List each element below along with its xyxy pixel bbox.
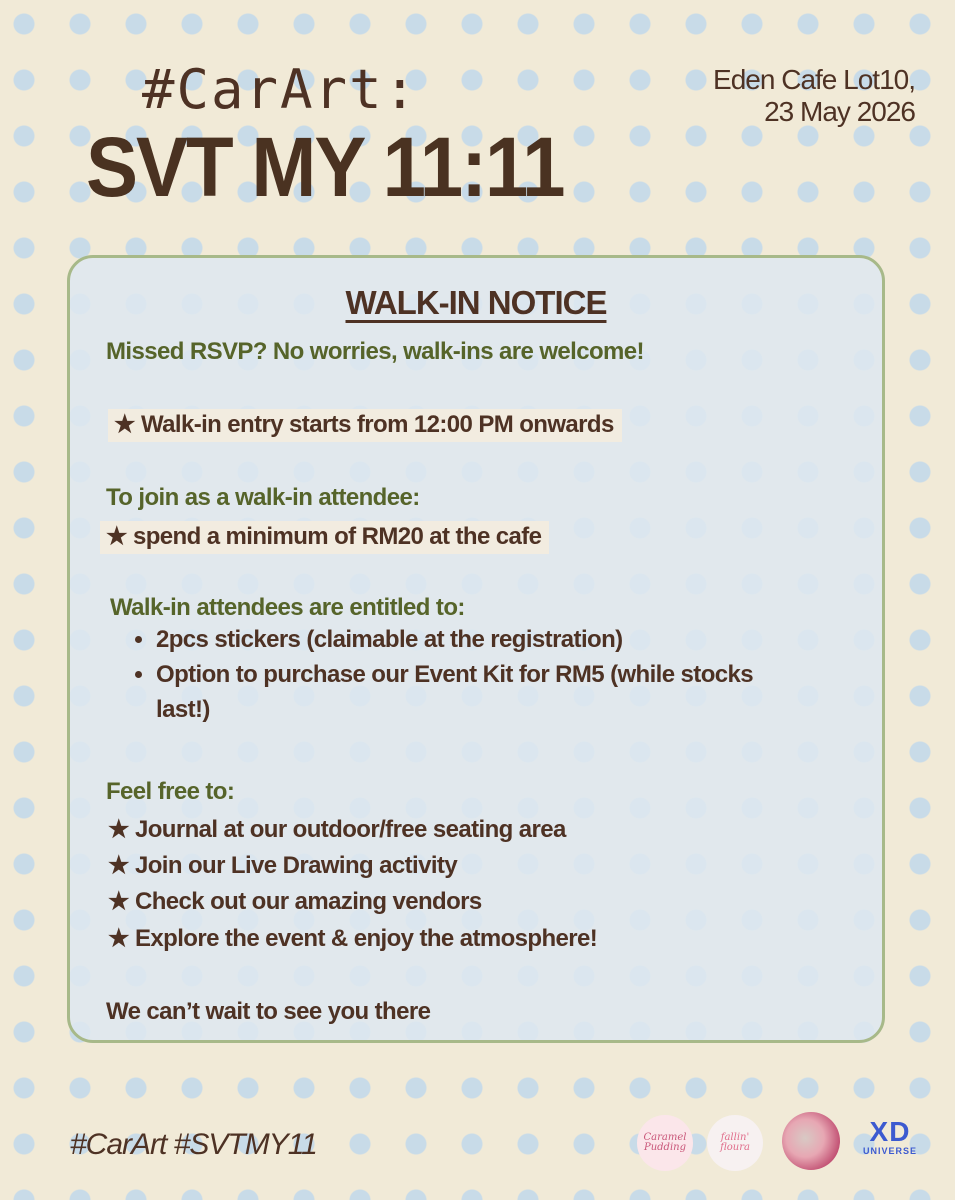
- closing-message: We can’t wait to see you there: [106, 998, 431, 1025]
- list-item: ★ Check out our amazing vendors: [108, 888, 482, 915]
- hashtags: #CarArt #SVTMY11: [70, 1128, 317, 1161]
- xd-logo-mark: XD: [869, 1116, 911, 1147]
- caramel-logo-line2: Pudding: [643, 1142, 686, 1153]
- venue-date: 23 May 2026: [764, 96, 915, 127]
- venue-location: Eden Cafe Lot10,: [713, 64, 915, 95]
- walk-in-notice-card: [67, 255, 885, 1043]
- caramel-logo-line1: Caramel: [643, 1132, 687, 1143]
- event-title-script: #CarArt:: [142, 58, 419, 121]
- list-item: • Option to purchase our Event Kit for RM5 (while stocks last!): [156, 657, 796, 727]
- entitled-heading: Walk-in attendees are entitled to:: [110, 594, 465, 621]
- join-heading: To join as a walk-in attendee:: [106, 484, 420, 511]
- entry-time-highlight: ★ Walk-in entry starts from 12:00 PM onwards: [108, 409, 622, 442]
- fallin-floura-logo: [707, 1115, 763, 1171]
- list-item: ★ Explore the event & enjoy the atmosphere!: [108, 925, 598, 952]
- artist-illustration-logo: [782, 1112, 840, 1170]
- venue-info: [713, 64, 915, 128]
- xd-universe-logo: [860, 1118, 920, 1156]
- event-title-main: SVT MY 11:11: [86, 119, 564, 215]
- join-requirement: [100, 522, 549, 551]
- xd-logo-word: UNIVERSE: [862, 1146, 917, 1156]
- feel-free-heading: Feel free to:: [106, 778, 235, 805]
- entry-time-item: [108, 410, 622, 439]
- fallin-logo-line1: fallin': [720, 1132, 750, 1143]
- notice-title: WALK-IN NOTICE: [345, 284, 607, 321]
- list-item: ★ Join our Live Drawing activity: [108, 852, 458, 879]
- list-item: ★ Journal at our outdoor/free seating area: [108, 816, 566, 843]
- list-item: • 2pcs stickers (claimable at the registration): [156, 622, 796, 657]
- fallin-logo-line2: floura: [720, 1142, 750, 1153]
- caramel-pudding-logo: [637, 1115, 693, 1171]
- entitled-list: [126, 622, 796, 727]
- notice-intro: Missed RSVP? No worries, walk-ins are welcome!: [106, 338, 644, 365]
- join-requirement-highlight: ★ spend a minimum of RM20 at the cafe: [100, 521, 549, 554]
